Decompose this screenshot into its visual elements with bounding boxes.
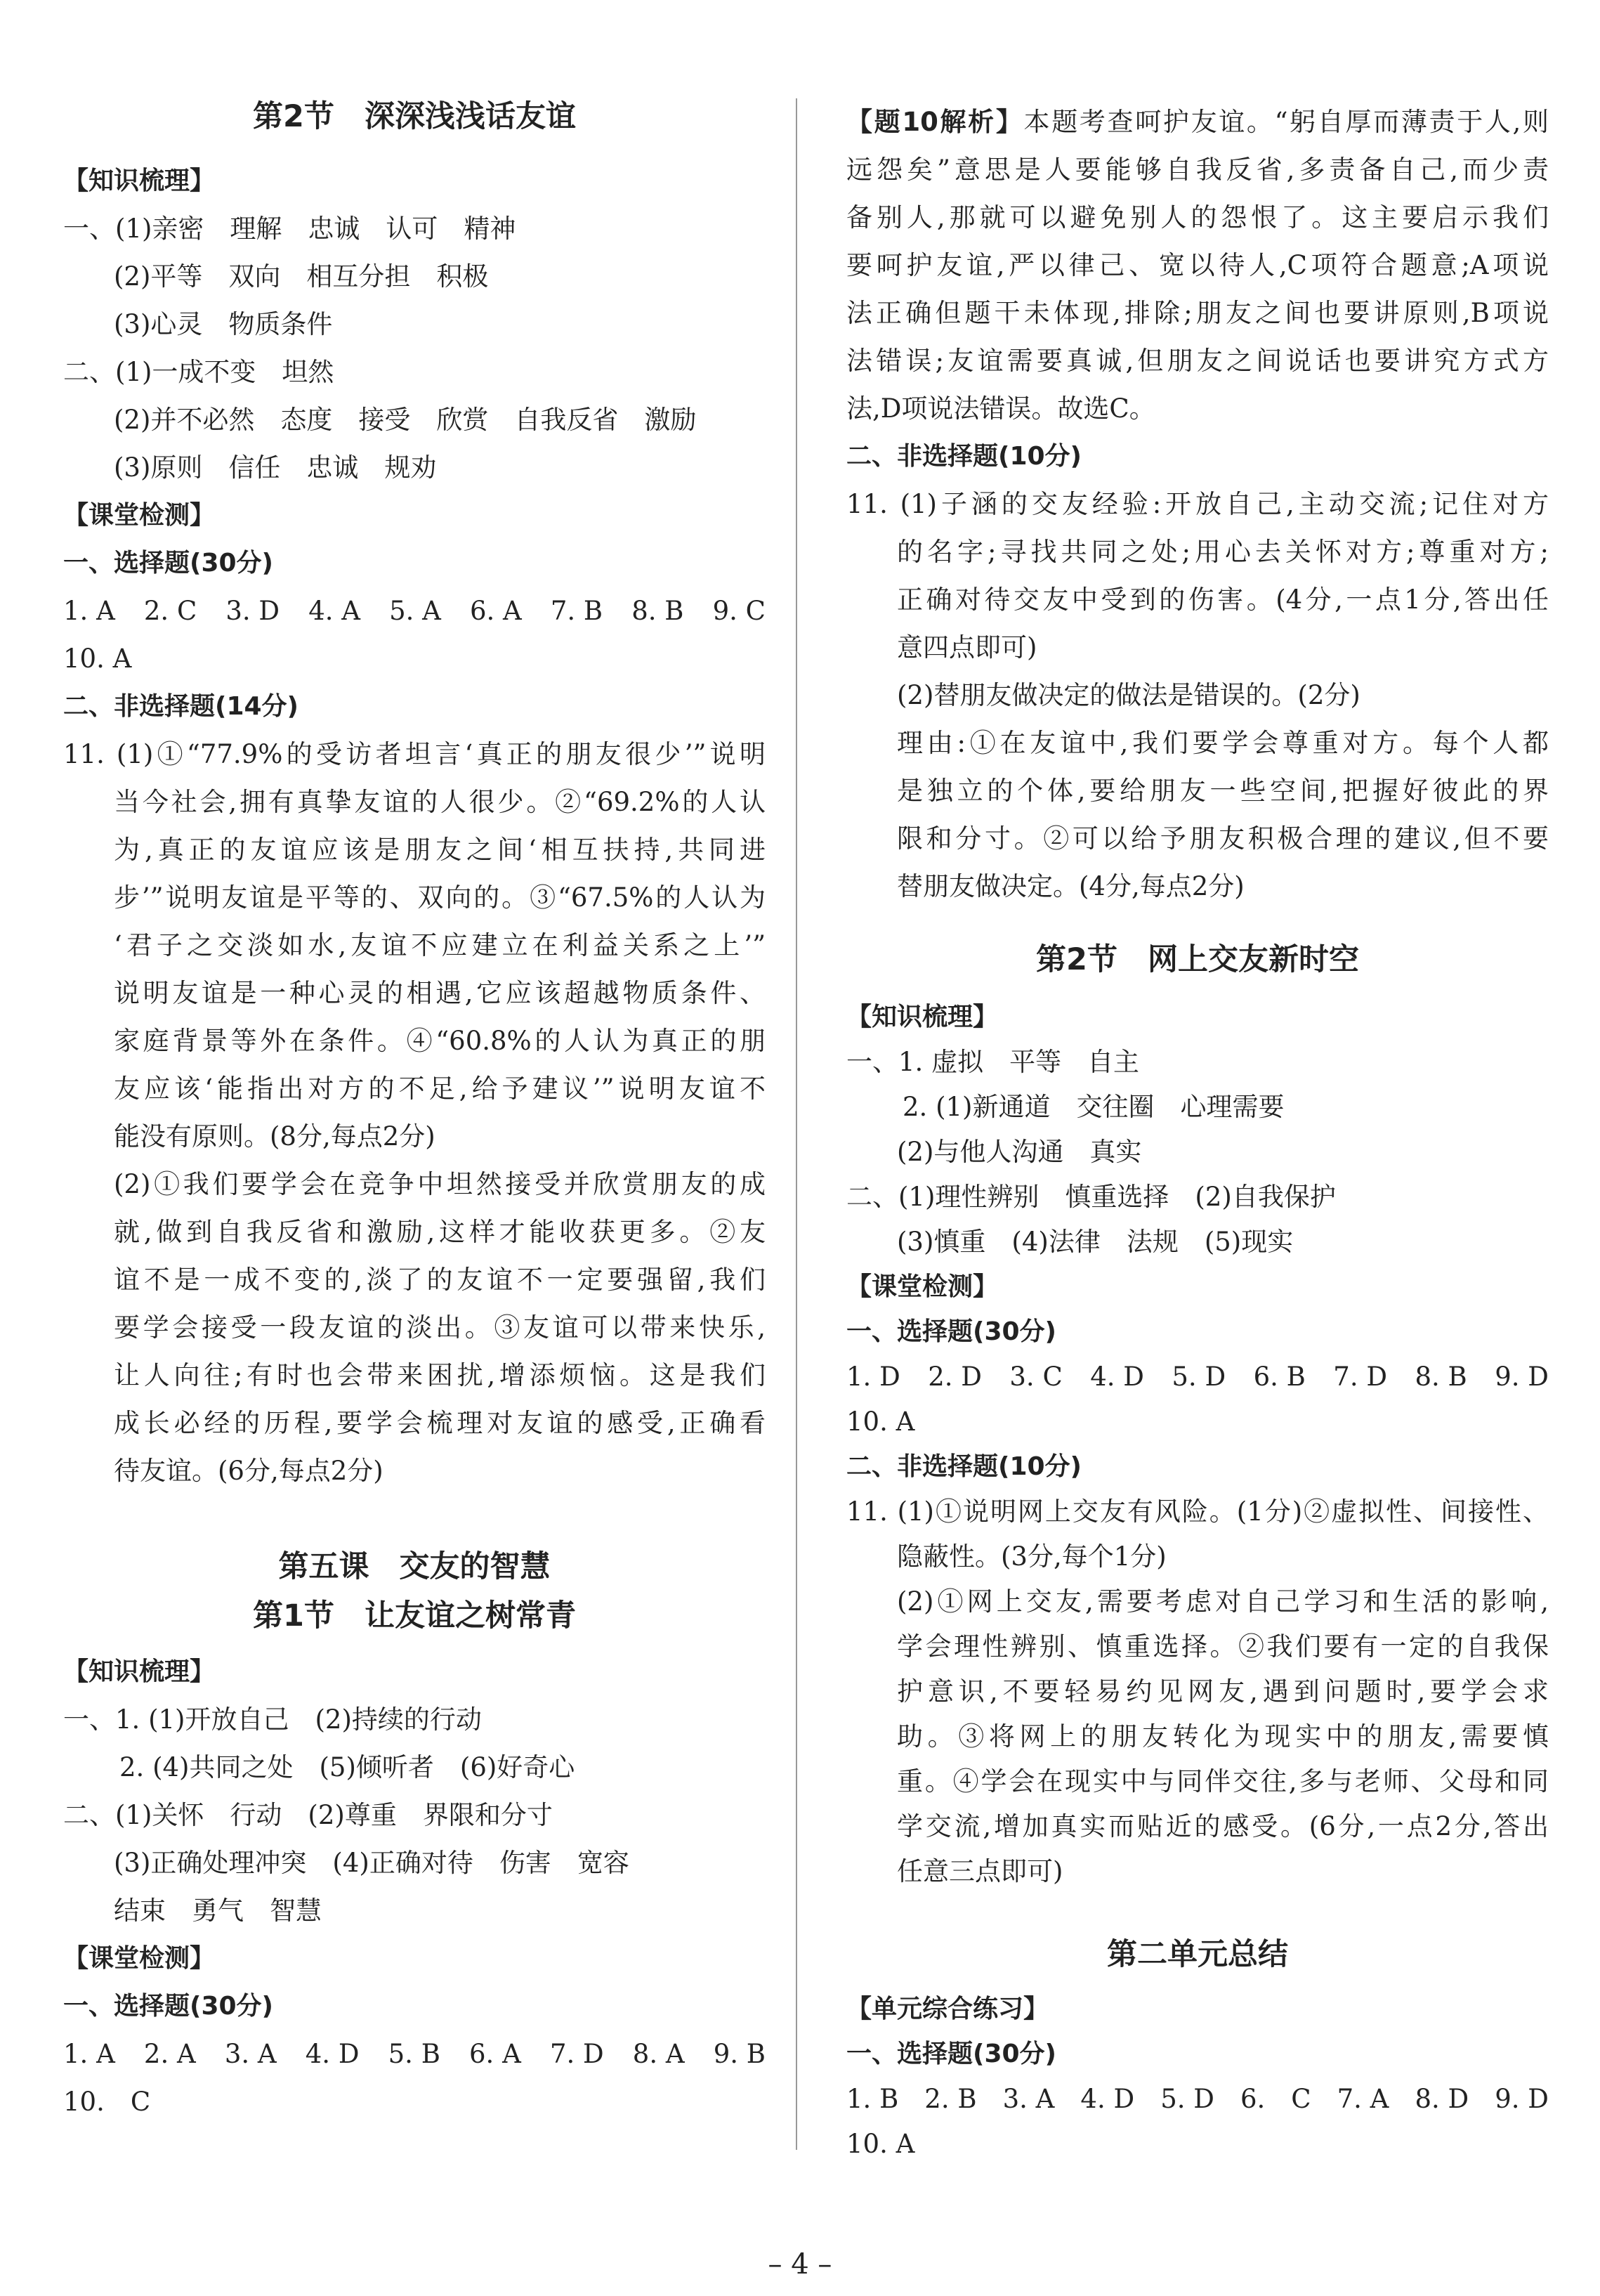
analysis-line: 法错误;友谊需要真诚,但朋友之间说话也要讲究方式方 (846, 346, 1549, 376)
mc-answer: 6. A (469, 596, 522, 626)
knowledge-line: 二、(1)理性辨别 慎重选择 (2)自我保护 (846, 1182, 1336, 1212)
analysis-line (846, 107, 1549, 138)
mc-answer: 6. B (1253, 1362, 1306, 1392)
tag-classroom-check: 【课堂检测】 (846, 1272, 999, 1301)
mc-answer-row (846, 1362, 1549, 1392)
mc-answer-row (63, 2039, 766, 2070)
section-title: 第2节 网上交友新时空 (1036, 942, 1359, 977)
nmc-heading: 二、非选择题(10分) (846, 1452, 1082, 1481)
answer-line: 学会理性辨别、慎重选择。②我们要有一定的自我保 (897, 1631, 1549, 1662)
mc-answer-row (63, 596, 766, 627)
tag-unit-practice: 【单元综合练习】 (846, 1995, 1049, 2023)
tag-classroom-check: 【课堂检测】 (63, 1944, 216, 1973)
answer-line: 11. (1)子涵的交友经验:开放自己,主动交流;记住对方 (846, 489, 1549, 519)
knowledge-line: 一、1. 虚拟 平等 自主 (846, 1047, 1140, 1077)
answer-line: 理由:①在友谊中,我们要学会尊重对方。每个人都 (897, 728, 1549, 758)
knowledge-line: (3)心灵 物质条件 (114, 309, 333, 339)
answer-line: 替朋友做决定。(4分,每点2分) (897, 871, 1245, 901)
mc-answer: 5. D (1160, 2084, 1214, 2114)
answer-line: 谊不是一成不变的,淡了的友谊不一定要强留,我们 (114, 1265, 766, 1295)
mc-answer: 5. B (388, 2039, 440, 2069)
unit-title: 第二单元总结 (1107, 1937, 1288, 1972)
analysis-text: 本题考查呵护友谊。“躬自厚而薄责于人,则 (1023, 107, 1549, 137)
knowledge-line: (2)与他人沟通 真实 (897, 1137, 1142, 1167)
answer-line: 步’”说明友谊是平等的、双向的。③“67.5%的人认为 (114, 882, 766, 913)
answer-line: (2)替朋友做决定的做法是错误的。(2分) (897, 680, 1360, 710)
mc-answer: 7. D (549, 2039, 604, 2069)
answer-line: 成长必经的历程,要学会梳理对友谊的感受,正确看 (114, 1408, 766, 1438)
answer-line: 11. (1)①“77.9%的受访者坦言‘真正的朋友很少’”说明 (63, 739, 766, 769)
answer-line: 要学会接受一段友谊的淡出。③友谊可以带来快乐, (114, 1312, 766, 1343)
answer-line: 助。③将网上的朋友转化为现实中的朋友,需要慎 (897, 1721, 1549, 1752)
mc-answer: 2. A (143, 2039, 196, 2069)
knowledge-line: 一、1. (1)开放自己 (2)持续的行动 (63, 1704, 482, 1735)
mc-answer: 5. A (389, 596, 441, 626)
mc-answer: 2. C (143, 596, 197, 626)
mc-answer: 10. A (846, 2129, 915, 2159)
tag-knowledge: 【知识梳理】 (846, 1003, 999, 1031)
mc-answer: 6. C (1240, 2084, 1311, 2114)
mc-answer: 1. B (846, 2084, 899, 2114)
knowledge-line: (3)原则 信任 忠诚 规劝 (114, 452, 437, 483)
answer-line: 是独立的个体,要给朋友一些空间,把握好彼此的界 (897, 776, 1549, 806)
mc-heading: 一、选择题(30分) (63, 1992, 274, 2021)
nmc-heading: 二、非选择题(10分) (846, 442, 1082, 471)
mc-heading: 一、选择题(30分) (846, 2040, 1057, 2068)
mc-answer: 2. B (924, 2084, 977, 2114)
column-divider (796, 98, 797, 2150)
answer-line: 就,做到自我反省和激励,这样才能收获更多。②友 (114, 1217, 766, 1247)
mc-heading: 一、选择题(30分) (63, 549, 274, 578)
mc-answer: 4. D (305, 2039, 360, 2069)
mc-answer: 3. D (225, 596, 280, 626)
answer-line: 待友谊。(6分,每点2分) (114, 1456, 383, 1486)
answer-line: 正确对待交友中受到的伤害。(4分,一点1分,答出任 (897, 585, 1549, 615)
knowledge-line: (2)平等 双向 相互分担 积极 (114, 261, 489, 292)
answer-line: 任意三点即可) (897, 1856, 1063, 1886)
mc-answer: 9. B (713, 2039, 766, 2069)
answer-line: (2)①我们要学会在竞争中坦然接受并欣赏朋友的成 (114, 1169, 766, 1199)
mc-heading: 一、选择题(30分) (846, 1317, 1057, 1346)
knowledge-line: (2)并不必然 态度 接受 欣赏 自我反省 激励 (114, 405, 697, 435)
mc-answer: 4. D (1090, 1362, 1144, 1392)
mc-answer: 2. D (928, 1362, 982, 1392)
mc-answer: 1. D (846, 1362, 900, 1392)
answer-line: 的名字;寻找共同之处;用心去关怀对方;尊重对方; (897, 537, 1549, 567)
knowledge-line: 结束 勇气 智慧 (114, 1896, 322, 1926)
mc-answer: 10. C (63, 2087, 151, 2117)
answer-line: 隐蔽性。(3分,每个1分) (897, 1541, 1167, 1572)
answer-line: 护意识,不要轻易约见网友,遇到问题时,要学会求 (897, 1676, 1549, 1707)
mc-answer: 3. A (1002, 2084, 1055, 2114)
knowledge-line: 二、(1)关怀 行动 (2)尊重 界限和分寸 (63, 1800, 553, 1830)
answer-line: ‘君子之交淡如水,友谊不应建立在利益关系之上’” (114, 930, 766, 960)
answer-line: 能没有原则。(8分,每点2分) (114, 1121, 435, 1152)
analysis-line: 法,D项说法错误。故选C。 (846, 393, 1155, 424)
mc-answer: 7. A (1337, 2084, 1389, 2114)
mc-answer: 10. A (846, 1407, 915, 1437)
tag-classroom-check: 【课堂检测】 (63, 501, 216, 530)
answer-line: 友应该‘能指出对方的不足,给予建议’”说明友谊不 (114, 1074, 766, 1104)
knowledge-line: 2. (4)共同之处 (5)倾听者 (6)好奇心 (119, 1752, 575, 1782)
mc-answer: 1. A (63, 2039, 115, 2069)
mc-answer: 1. A (63, 596, 115, 626)
nmc-heading: 二、非选择题(14分) (63, 692, 299, 721)
answer-line: 11. (1)①说明网上交友有风险。(1分)②虚拟性、间接性、 (846, 1496, 1549, 1527)
knowledge-line: 二、(1)一成不变 坦然 (63, 357, 334, 387)
answer-line: 意四点即可) (897, 632, 1037, 663)
mc-answer: 3. C (1009, 1362, 1063, 1392)
answer-line: 家庭背景等外在条件。④“60.8%的人认为真正的朋 (114, 1026, 766, 1056)
mc-answer: 3. A (224, 2039, 277, 2069)
analysis-line: 法正确但题干未体现,排除;朋友之间也要讲原则,B项说 (846, 298, 1549, 328)
mc-answer: 8. A (632, 2039, 685, 2069)
answer-line: (2)①网上交友,需要考虑对自己学习和生活的影响, (897, 1586, 1549, 1617)
mc-answer: 7. D (1333, 1362, 1388, 1392)
answer-line: 为,真正的友谊应该是朋友之间‘相互扶持,共同进 (114, 835, 766, 865)
mc-answer: 9. D (1495, 2084, 1549, 2114)
mc-answer: 5. D (1172, 1362, 1226, 1392)
page-number: – 4 – (768, 2248, 832, 2281)
answer-line: 限和分寸。②可以给予朋友积极合理的建议,但不要 (897, 823, 1549, 854)
answer-line: 让人向往;有时也会带来困扰,增添烦恼。这是我们 (114, 1360, 766, 1390)
mc-answer: 9. C (712, 596, 766, 626)
knowledge-line: 2. (1)新通道 交往圈 心理需要 (903, 1092, 1285, 1122)
tag-knowledge: 【知识梳理】 (63, 1657, 216, 1686)
mc-answer: 4. D (1080, 2084, 1135, 2114)
section-title: 第2节 深深浅浅话友谊 (253, 99, 576, 134)
tag-knowledge: 【知识梳理】 (63, 167, 216, 195)
knowledge-line: (3)慎重 (4)法律 法规 (5)现实 (897, 1227, 1294, 1257)
mc-answer: 10. A (63, 644, 132, 674)
knowledge-line: (3)正确处理冲突 (4)正确对待 伤害 宽容 (114, 1848, 629, 1878)
mc-answer: 8. B (631, 596, 684, 626)
mc-answer: 8. B (1415, 1362, 1467, 1392)
section-title: 第1节 让友谊之树常青 (253, 1598, 576, 1633)
answer-line: 当今社会,拥有真挚友谊的人很少。②“69.2%的人认 (114, 787, 766, 817)
mc-answer: 8. D (1415, 2084, 1469, 2114)
knowledge-line: 一、(1)亲密 理解 忠诚 认可 精神 (63, 214, 516, 244)
mc-answer: 7. B (550, 596, 603, 626)
answer-line: 重。④学会在现实中与同伴交往,多与老师、父母和同 (897, 1766, 1549, 1796)
analysis-line: 远怨矣”意思是人要能够自我反省,多责备自己,而少责 (846, 155, 1549, 185)
mc-answer: 4. A (308, 596, 360, 626)
lesson-title: 第五课 交友的智慧 (278, 1549, 551, 1584)
mc-answer: 9. D (1495, 1362, 1549, 1392)
answer-line: 说明友谊是一种心灵的相遇,它应该超越物质条件、 (114, 978, 766, 1008)
analysis-line: 要呵护友谊,严以律己、宽以待人,C项符合题意;A项说 (846, 250, 1549, 280)
analysis-tag: 【题10解析】 (846, 107, 1024, 137)
mc-answer: 6. A (469, 2039, 521, 2069)
mc-answer-row (846, 2084, 1549, 2115)
analysis-line: 备别人,那就可以避免别人的怨恨了。这主要启示我们 (846, 202, 1549, 233)
answer-line: 学交流,增加真实而贴近的感受。(6分,一点2分,答出 (897, 1811, 1549, 1841)
